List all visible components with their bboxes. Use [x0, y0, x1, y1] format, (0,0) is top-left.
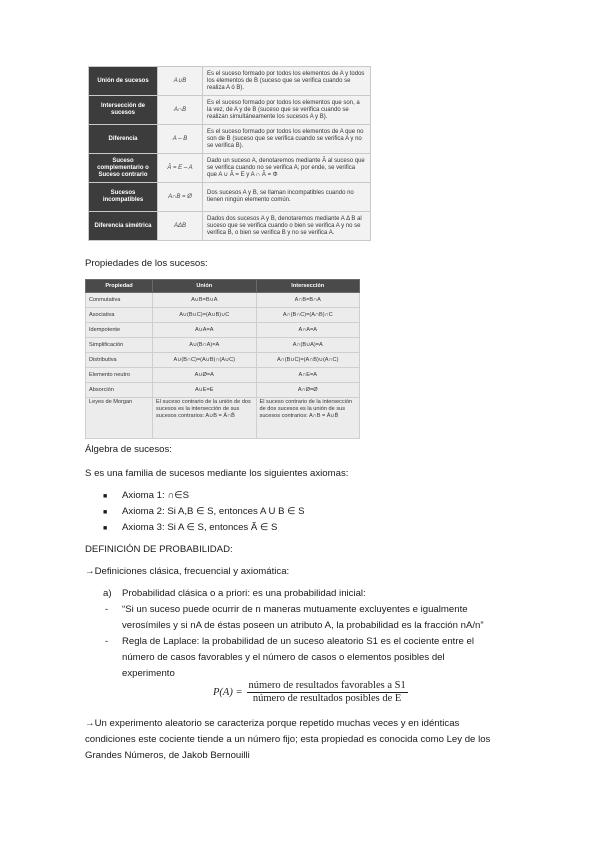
operation-name: Intersección de sucesos — [89, 96, 158, 125]
intersection-cell: A∩A=A — [256, 323, 359, 338]
union-cell: A∪E=E — [153, 383, 257, 398]
intersection-cell: El suceso contrario de la intersección de dos sucesos es la unión de sus sucesos contrarios: A∩B = Ā∪B̄ — [256, 398, 359, 439]
dash-marker: - — [105, 604, 109, 615]
operation-symbol: A – B — [158, 125, 203, 154]
table-row — [86, 398, 360, 439]
column-header: Propiedad — [86, 280, 153, 293]
table-row — [86, 308, 360, 323]
intersection-cell: A∩B=B∩A — [256, 293, 359, 308]
operation-symbol: A∩B = Ø — [158, 183, 203, 212]
table-row — [86, 293, 360, 308]
formula-numerator: número de resultados favorables a S1 — [248, 680, 406, 691]
property-name: Elemento neutro — [86, 368, 153, 383]
quote-line-2: verosímiles y si nA de éstas poseen un atributo A, la probabilidad es la fracción nA/n” — [122, 620, 484, 631]
intersection-cell: A∩(B∪C)=(A∩B)∪(A∩C) — [256, 353, 359, 368]
intersection-cell: A∩E=A — [256, 368, 359, 383]
algebra-intro: S es una familia de sucesos mediante los siguientes axiomas: — [85, 468, 349, 479]
property-name: Idempotente — [86, 323, 153, 338]
definition-heading: DEFINICIÓN DE PROBABILIDAD: — [85, 544, 233, 555]
operation-description: Es el suceso formado por todos los elementos de A que no son de B (suceso que se verifica cuando se verifica A y no se verifica B). — [203, 125, 371, 154]
operation-description: Dados dos sucesos A y B, denotaremos mediante A Δ B al suceso que se verifica cuando o bien se verifica A y no se verifica B, o bien se verifica B y no se verifica A. — [203, 212, 371, 241]
item-marker: a) — [103, 588, 112, 599]
table-row — [86, 338, 360, 353]
properties-table — [85, 279, 360, 439]
operation-name: Unión de sucesos — [89, 67, 158, 96]
property-name: Conmutativa — [86, 293, 153, 308]
laplace-formula — [213, 680, 408, 705]
properties-heading: Propiedades de los sucesos: — [85, 258, 208, 269]
intersection-cell: A∩Ø=Ø — [256, 383, 359, 398]
operation-symbol: A∩B — [158, 96, 203, 125]
operation-name: Sucesos incompatibles — [89, 183, 158, 212]
dash-marker: - — [105, 636, 109, 647]
operation-symbol: Ā = E – A — [158, 154, 203, 183]
union-cell: A∪(B∩C)=(A∪B)∩(A∪C) — [153, 353, 257, 368]
laplace-line-3: experimento — [122, 668, 175, 679]
property-name: Leyes de Morgan — [86, 398, 153, 439]
bullet-square-icon: ■ — [103, 525, 108, 532]
intersection-cell: A∩(B∩C)=(A∩B)∩C — [256, 308, 359, 323]
union-cell: A∪Ø=A — [153, 368, 257, 383]
table-row — [89, 154, 371, 183]
quote-line-1: “Si un suceso puede ocurrir de n maneras mutuamente excluyentes e igualmente — [122, 604, 468, 615]
operation-description: Es el suceso formado por todos los elementos que son, a la vez, de A y de B (suceso que se verifica cuando se realizan simultáneamente los sucesos A y B). — [203, 96, 371, 125]
final-line-2: condiciones este cociente tiende a un número fijo; esta propiedad es conocida como Ley de los — [85, 734, 491, 745]
algebra-heading: Álgebra de sucesos: — [85, 444, 172, 455]
final-line-1: →Un experimento aleatorio se caracteriza porque repetido muchas veces y en idénticas — [85, 718, 460, 729]
axiom-3: Axioma 3: Si A ∈ S, entonces Ã ∈ S — [122, 522, 278, 533]
column-header: Unión — [153, 280, 257, 293]
definition-types: →Definiciones clásica, frecuencial y axiomática: — [85, 566, 290, 577]
formula-denominator: número de resultados posibles de E — [252, 693, 402, 704]
laplace-line-1: Regla de Laplace: la probabilidad de un suceso aleatorio S1 es el cociente entre el — [122, 636, 475, 647]
table-row — [86, 383, 360, 398]
table-row — [89, 96, 371, 125]
axiom-1: Axioma 1: ∩∈S — [122, 490, 189, 501]
operation-name: Diferencia — [89, 125, 158, 154]
property-name: Simplificación — [86, 338, 153, 353]
union-cell: A∪B=B∪A — [153, 293, 257, 308]
table-row — [89, 212, 371, 241]
column-header: Intersección — [256, 280, 359, 293]
union-cell: El suceso contrario de la unión de dos sucesos es la intersección de sus sucesos contrarios: A∪B = Ā∩B̄ — [153, 398, 257, 439]
axiom-2: Axioma 2: Si A,B ∈ S, entonces A U B ∈ S — [122, 506, 305, 517]
classical-probability: Probabilidad clásica o a priori: es una probabilidad inicial: — [122, 588, 366, 599]
property-name: Asociativa — [86, 308, 153, 323]
table-header-row — [86, 280, 360, 293]
property-name: Distributiva — [86, 353, 153, 368]
formula-lhs: P(A) = — [213, 687, 243, 698]
table-row — [89, 67, 371, 96]
property-name: Absorción — [86, 383, 153, 398]
union-cell: A∪(B∩A)=A — [153, 338, 257, 353]
operations-table — [88, 66, 371, 241]
table-row — [86, 353, 360, 368]
final-line-3: Grandes Números, de Jakob Bernouilli — [85, 750, 250, 761]
operation-description: Dos sucesos A y B, se llaman incompatibles cuando no tienen ningún elemento común. — [203, 183, 371, 212]
operation-symbol: A∪B — [158, 67, 203, 96]
table-row — [86, 323, 360, 338]
bullet-square-icon: ■ — [103, 493, 108, 500]
operation-description: Es el suceso formado por todos los elementos de A y todos los elementos de B (suceso que se verifica cuando se realiza A ó B). — [203, 67, 371, 96]
operation-description: Dado un suceso A, denotaremos mediante Ā al suceso que se verifica cuando no se verifica A; por ende, se verifica que A ∪ Ā = E y A ∩ Ā = Φ — [203, 154, 371, 183]
table-row — [86, 368, 360, 383]
union-cell: A∪A=A — [153, 323, 257, 338]
operation-name: Diferencia simétrica — [89, 212, 158, 241]
intersection-cell: A∩(B∪A)=A — [256, 338, 359, 353]
bullet-square-icon: ■ — [103, 509, 108, 516]
operation-name: Suceso complementario o Suceso contrario — [89, 154, 158, 183]
laplace-line-2: número de casos favorables y el número de casos o elementos posibles del — [122, 652, 445, 663]
table-row — [89, 183, 371, 212]
table-row — [89, 125, 371, 154]
union-cell: A∪(B∪C)=(A∪B)∪C — [153, 308, 257, 323]
operation-symbol: AΔB — [158, 212, 203, 241]
